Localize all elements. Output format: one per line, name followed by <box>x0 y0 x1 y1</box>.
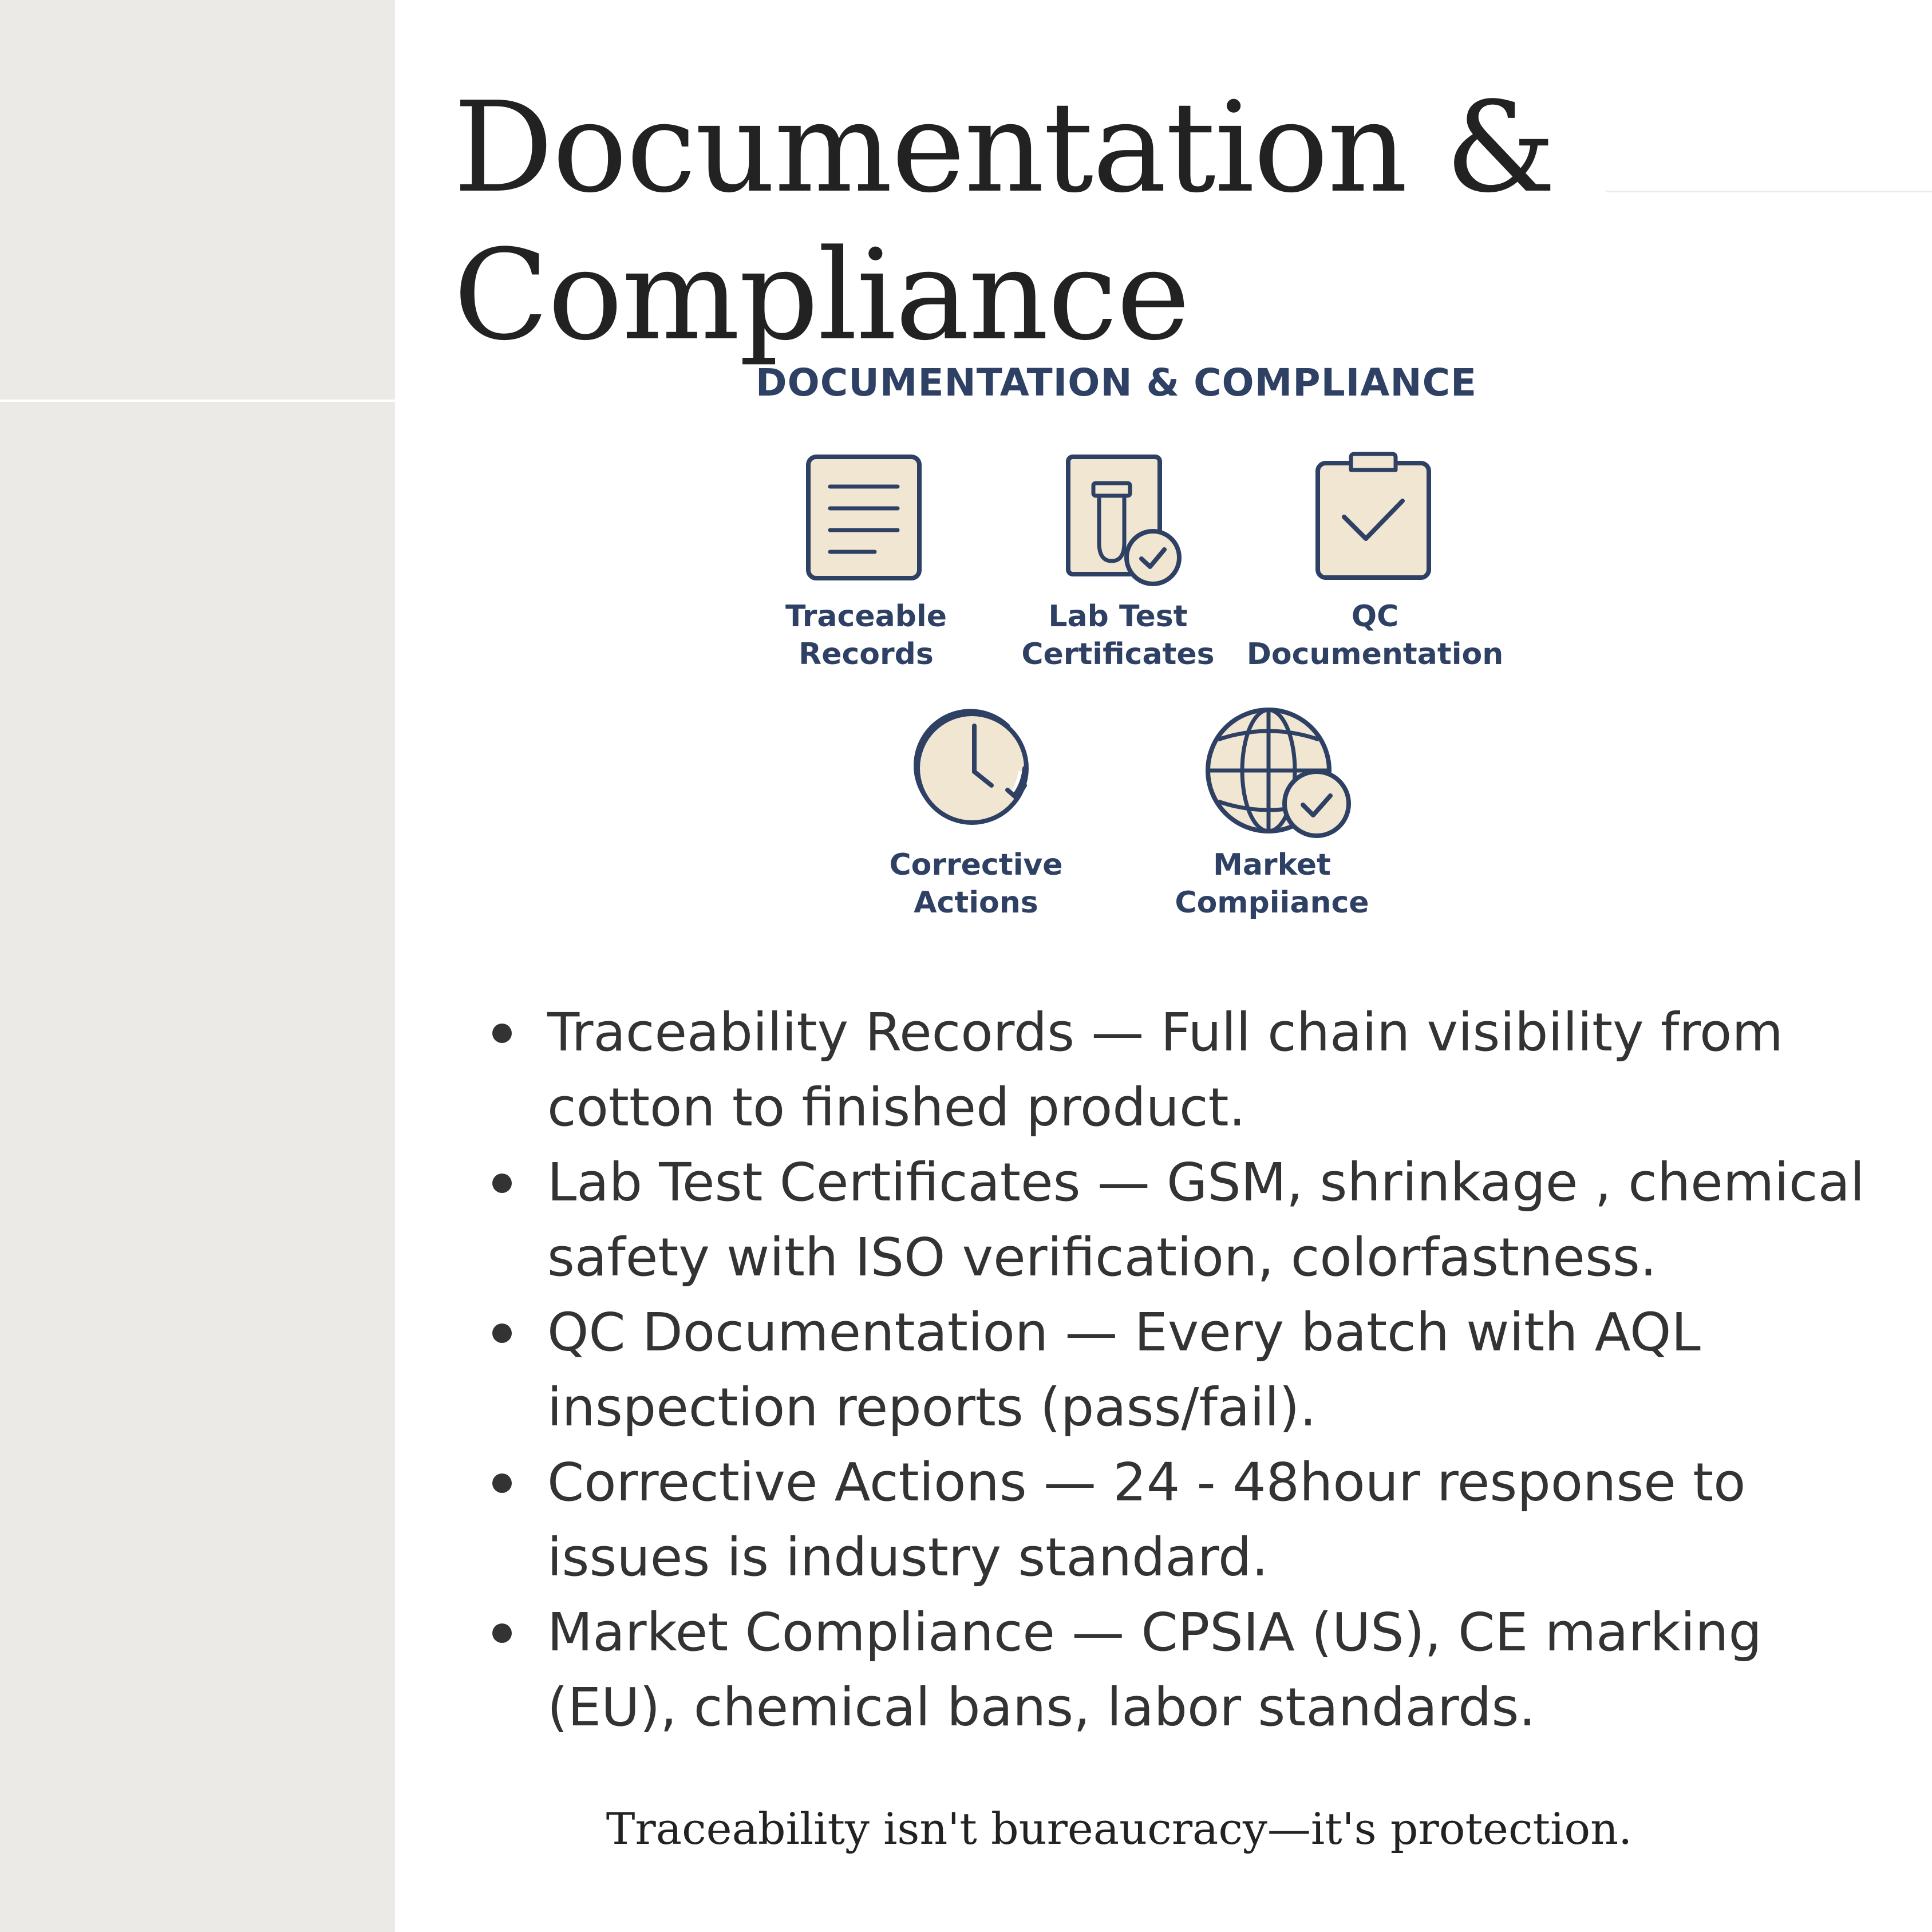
label-line: Compiiance <box>1175 886 1369 920</box>
list-item <box>481 1445 1866 1595</box>
label-line: QC <box>1351 599 1399 634</box>
label-qc-documentation <box>1243 598 1507 673</box>
label-line: Documentation <box>1246 637 1504 671</box>
label-line: Records <box>799 637 934 671</box>
label-line: Corrective <box>889 848 1063 882</box>
bullet-dot-icon <box>492 1623 512 1643</box>
label-corrective-actions <box>844 846 1108 922</box>
page-title-line-1: Documentation & <box>453 76 1555 220</box>
clock-refresh-icon <box>910 705 1048 831</box>
clipboard-check-icon <box>1311 449 1437 587</box>
bullet-list <box>481 995 1866 1745</box>
list-item <box>481 995 1866 1145</box>
label-traceable-records <box>734 598 998 673</box>
list-item-text: Lab Test Certificates — GSM, shrinkage , chemical safety with ISO verification, colorfastness. <box>547 1152 1865 1288</box>
label-market-compliance <box>1140 846 1404 922</box>
label-line: Lab Test <box>1048 599 1188 634</box>
bullet-dot-icon <box>492 1024 512 1043</box>
globe-check-icon <box>1201 705 1356 843</box>
sidebar-divider <box>0 400 395 402</box>
label-line: Market <box>1213 848 1331 882</box>
list-item-text: Traceability Records — Full chain visibility from cotton to finished product. <box>547 1002 1783 1138</box>
label-line: Traceable <box>785 599 947 634</box>
label-line: Actions <box>914 886 1038 920</box>
closing-quote: Traceability isn't bureaucracy—it's protection. <box>606 1803 1633 1854</box>
list-item-text: QC Documentation — Every batch with AQL inspection reports (pass/fail). <box>547 1302 1701 1438</box>
list-item <box>481 1145 1866 1295</box>
document-icon <box>801 451 927 583</box>
list-item <box>481 1295 1866 1445</box>
list-item-text: Corrective Actions — 24 - 48hour response to issues is industry standard. <box>547 1452 1746 1588</box>
page-title <box>453 74 1713 370</box>
list-item-text: Market Compliance — CPSIA (US), CE marking (EU), chemical bans, labor standards. <box>547 1602 1762 1738</box>
bullet-dot-icon <box>492 1323 512 1343</box>
test-tube-certificate-icon <box>1060 451 1186 588</box>
left-sidebar-panel <box>0 0 395 1932</box>
page-title-line-2: Compliance <box>453 223 1190 368</box>
list-item <box>481 1595 1866 1745</box>
bullet-dot-icon <box>492 1473 512 1493</box>
infographic-heading: DOCUMENTATION & COMPLIANCE <box>755 361 1477 405</box>
label-line: Certificates <box>1021 637 1215 671</box>
bullet-dot-icon <box>492 1174 512 1193</box>
label-lab-test-certificates <box>986 598 1250 673</box>
